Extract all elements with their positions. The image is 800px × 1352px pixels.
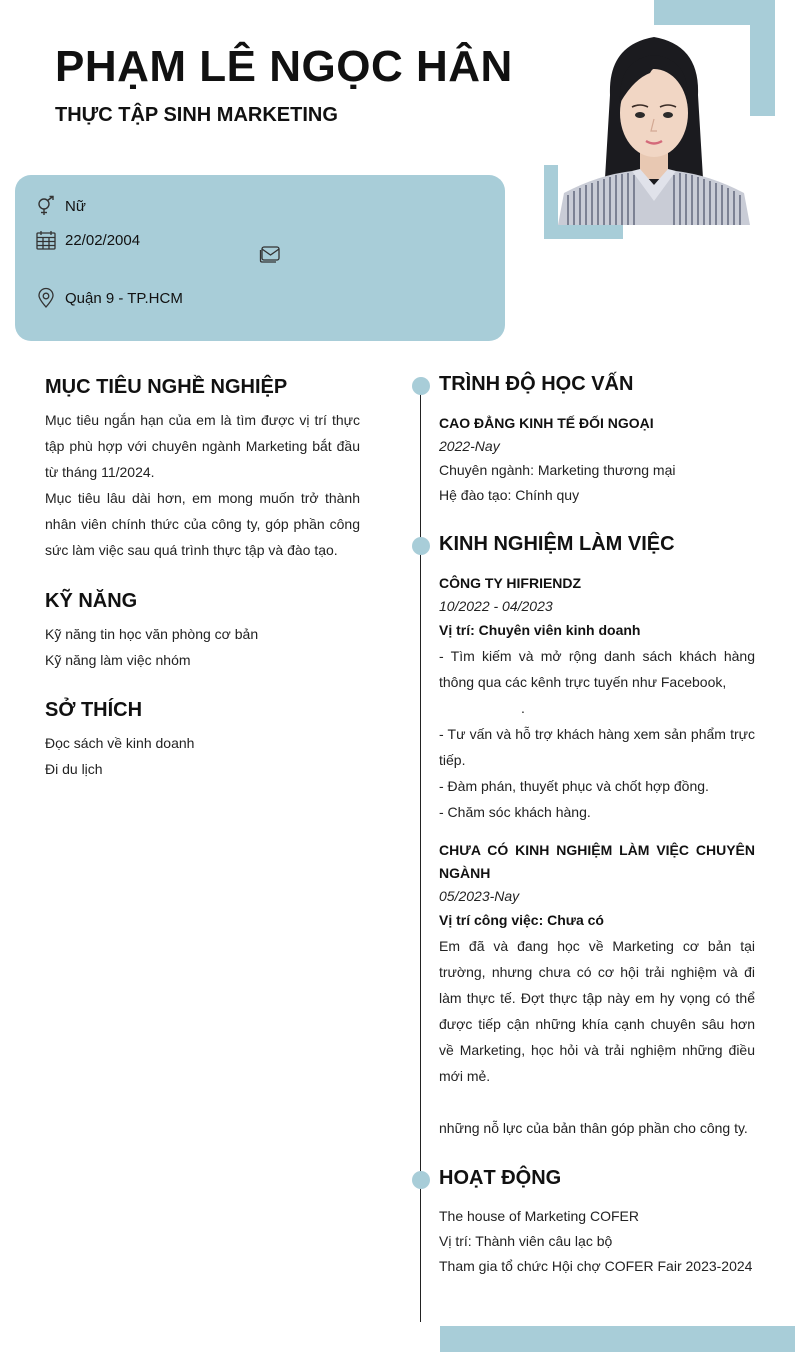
education-major: Chuyên ngành: Marketing thương mại bbox=[439, 462, 676, 478]
gender-icon bbox=[35, 195, 57, 217]
location-pin-icon bbox=[35, 287, 57, 309]
hobbies-section bbox=[45, 699, 360, 782]
experience-section bbox=[439, 533, 755, 1141]
objective-section bbox=[45, 376, 360, 563]
job-duty: - Tìm kiếm và mở rộng danh sách khách hàng thông qua các kênh trực tuyến như Facebook, bbox=[439, 648, 755, 690]
job-position: Vị trí công việc: Chưa có bbox=[439, 912, 604, 928]
job-period: 05/2023-Nay bbox=[439, 888, 520, 904]
education-mode: Hệ đào tạo: Chính quy bbox=[439, 487, 580, 503]
experience-title: KINH NGHIỆM LÀM VIỆC bbox=[439, 533, 675, 555]
job-description: Em đã và đang học về Marketing cơ bản tại trường, nhưng chưa có cơ hội trải nghiệm và đi làm thực tế. Đợt thực tập này em hy vọng có thể được tiếp cận những khía cạnh chuyên sâu hơn về Marketing, học hỏi và trải nghiệm những điều mới mẻ. bbox=[439, 938, 755, 1084]
gender-row bbox=[35, 195, 86, 217]
job-company: CHƯA CÓ KINH NGHIỆM LÀM VIỆC CHUYÊN NGÀNH bbox=[439, 842, 755, 881]
objective-title: MỤC TIÊU NGHỀ NGHIỆP bbox=[45, 376, 288, 398]
activity-event: Tham gia tổ chức Hội chợ COFER Fair 2023-2024 bbox=[439, 1258, 753, 1274]
timeline-dot bbox=[412, 537, 430, 555]
candidate-name: PHẠM LÊ NGỌC HÂN bbox=[55, 42, 513, 91]
skills-section bbox=[45, 590, 360, 673]
activities-title: HOẠT ĐỘNG bbox=[439, 1167, 562, 1189]
timeline-dot bbox=[412, 377, 430, 395]
skill-item: Kỹ năng tin học văn phòng cơ bản bbox=[45, 626, 259, 642]
objective-short-term: Mục tiêu ngắn hạn của em là tìm được vị trí thực tập phù hợp với chuyên ngành Marketing bắt đầu từ tháng 11/2024. bbox=[45, 412, 360, 480]
address-row bbox=[35, 287, 183, 309]
education-title: TRÌNH ĐỘ HỌC VẤN bbox=[439, 373, 634, 395]
job-duty: - Đàm phán, thuyết phục và chốt hợp đồng. bbox=[439, 778, 709, 794]
gender-value: Nữ bbox=[65, 197, 86, 215]
activities-section bbox=[439, 1167, 755, 1279]
activity-org: The house of Marketing COFER bbox=[439, 1208, 639, 1224]
objective-long-term: Mục tiêu lâu dài hơn, em mong muốn trở thành nhân viên chính thức của công ty, góp phần công sức làm việc sau quá trình thực tập và đào tạo. bbox=[45, 490, 360, 558]
hobby-item: Đọc sách về kinh doanh bbox=[45, 735, 195, 751]
activity-position: Vị trí: Thành viên câu lạc bộ bbox=[439, 1233, 613, 1249]
job-duty: - Tư vấn và hỗ trợ khách hàng xem sản phẩm trực tiếp. bbox=[439, 726, 755, 768]
job-period: 10/2022 - 04/2023 bbox=[439, 598, 553, 614]
birthdate-value: 22/02/2004 bbox=[65, 231, 141, 249]
calendar-icon bbox=[35, 229, 57, 251]
skill-item: Kỹ năng làm việc nhóm bbox=[45, 652, 191, 668]
candidate-role: THỰC TẬP SINH MARKETING bbox=[55, 104, 338, 126]
timeline-dot bbox=[412, 1171, 430, 1189]
education-period: 2022-Nay bbox=[439, 438, 500, 454]
job-duty-continuation: . bbox=[521, 700, 525, 716]
skills-title: KỸ NĂNG bbox=[45, 590, 138, 612]
education-section bbox=[439, 373, 755, 508]
job-duty: - Chăm sóc khách hàng. bbox=[439, 804, 591, 820]
contact-panel bbox=[15, 175, 505, 341]
decorative-footer-bar bbox=[440, 1326, 795, 1352]
address-value: Quận 9 - TP.HCM bbox=[65, 289, 183, 307]
job-description-continuation: những nỗ lực của bản thân góp phần cho công ty. bbox=[439, 1120, 748, 1136]
job-company: CÔNG TY HIFRIENDZ bbox=[439, 575, 582, 591]
hobbies-title: SỞ THÍCH bbox=[45, 699, 143, 721]
job-entry bbox=[439, 839, 755, 1141]
email-icon[interactable] bbox=[259, 242, 281, 264]
education-school: CAO ĐẲNG KINH TẾ ĐỐI NGOẠI bbox=[439, 415, 654, 431]
hobby-item: Đi du lịch bbox=[45, 761, 103, 777]
job-position: Vị trí: Chuyên viên kinh doanh bbox=[439, 622, 641, 638]
job-entry bbox=[439, 572, 755, 825]
birthdate-row bbox=[35, 229, 140, 251]
profile-photo bbox=[558, 25, 750, 225]
